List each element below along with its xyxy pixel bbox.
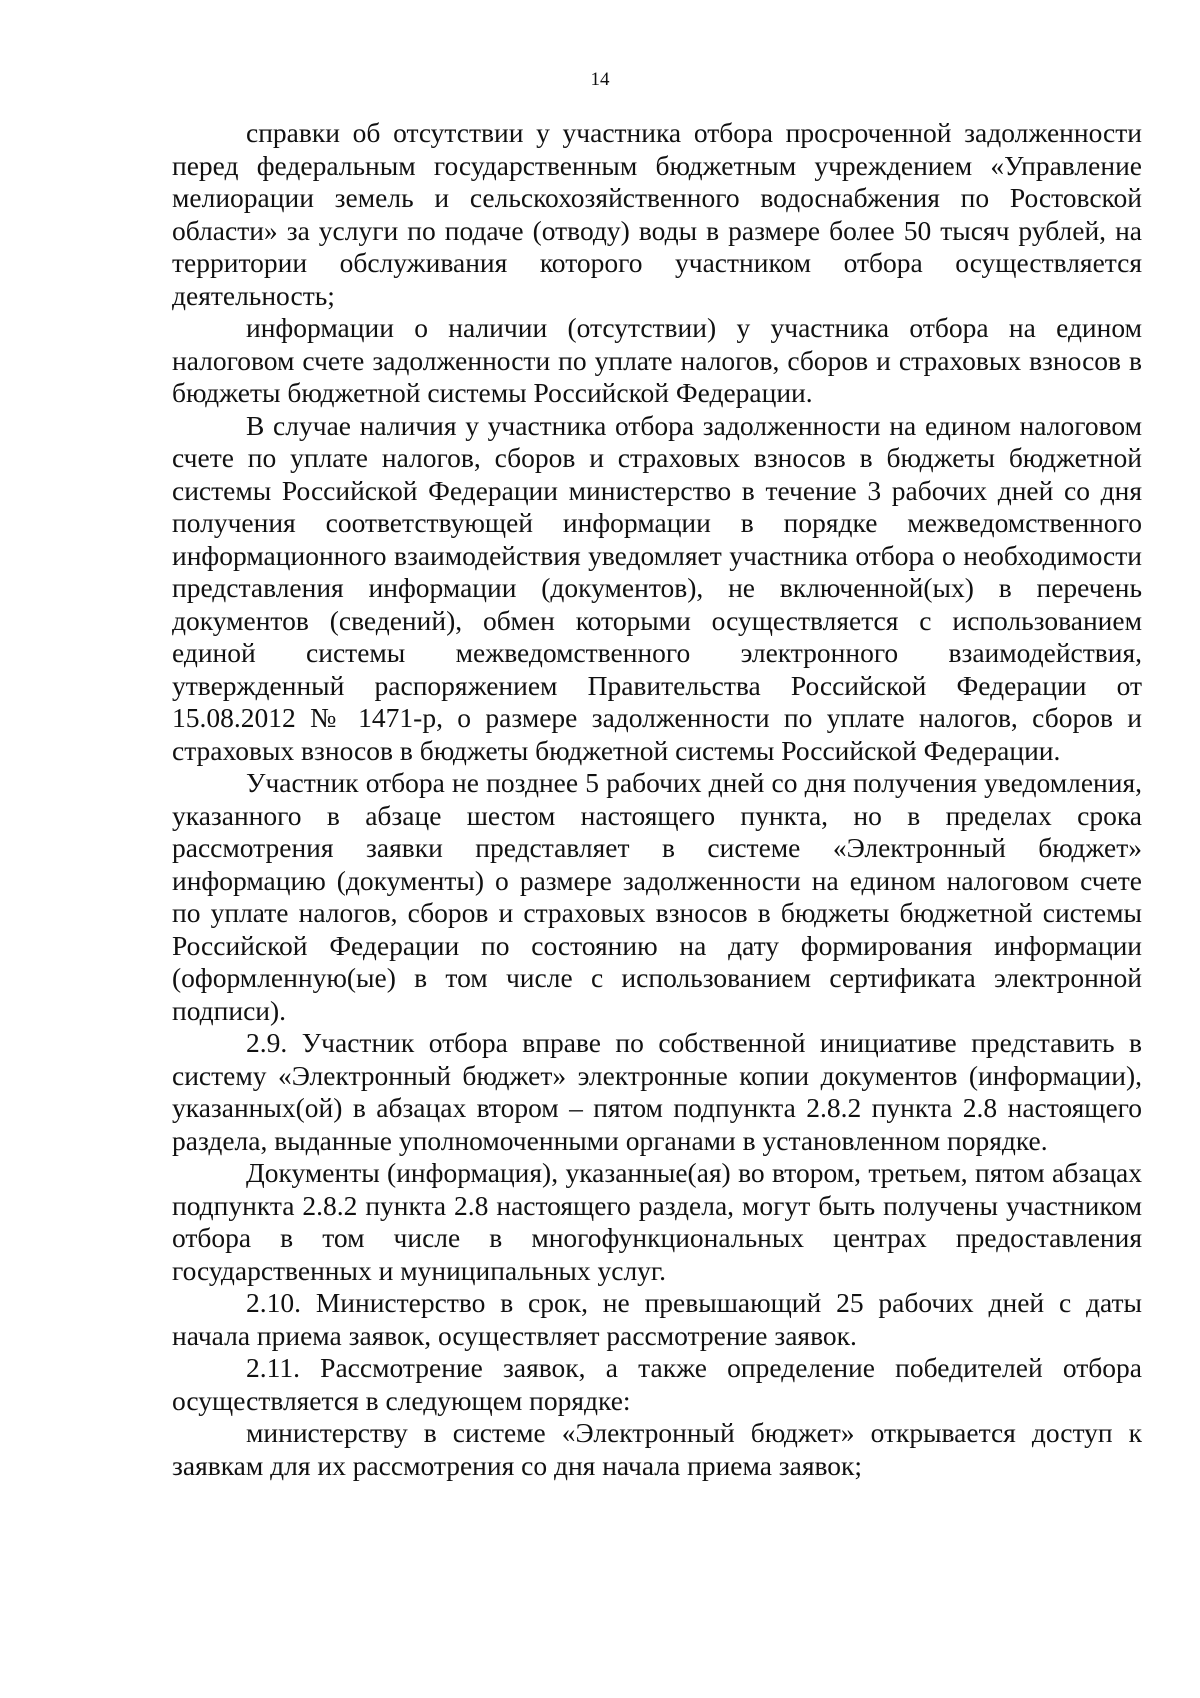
paragraph-documents-mfc: Документы (информация), указанные(ая) во втором, третьем, пятом абзацах подпункта 2.8.2 пункта 2.8 настоящего раздела, могут быть получены участником отбора в том числе в многофункциональных центрах предоставления государственных и муниципальных услуг. [172, 1157, 1142, 1286]
paragraph-2-10: 2.10. Министерство в срок, не превышающий 25 рабочих дней с даты начала приема заявок, осуществляет рассмотрение заявок. [172, 1287, 1142, 1351]
paragraph-debt-notification: В случае наличия у участника отбора задолженности на едином налоговом счете по уплате налогов, сборов и страховых взносов в бюджеты бюджетной системы Российской Федерации министерство в течение 3 рабочих дней со дня получения соответствующей информации в порядке межведомственного информационного взаимодействия уведомляет участника отбора о необходимости представления информации (документов), не включенной(ых) в перечень документов (сведений), обмен которыми осуществляется с использованием единой системы межведомственного электронного взаимодействия, утвержденный распоряжением Правительства Российской Федерации от 15.08.2012 № 1471-р, о размере задолженности по уплате налогов, сборов и страховых взносов в бюджеты бюджетной системы Российской Федерации. [172, 409, 1142, 766]
page-number: 14 [590, 69, 610, 90]
paragraph-2-11: 2.11. Рассмотрение заявок, а также определение победителей отбора осуществляется в следующем порядке: [172, 1352, 1142, 1416]
paragraph-tax-debt-info: информации о наличии (отсутствии) у участника отбора на едином налоговом счете задолженности по уплате налогов, сборов и страховых взносов в бюджеты бюджетной системы Российской Федерации. [172, 312, 1142, 408]
paragraph-2-9: 2.9. Участник отбора вправе по собственной инициативе представить в систему «Электронный бюджет» электронные копии документов (информации), указанных(ой) в абзацах втором – пятом подпункта 2.8.2 пункта 2.8 настоящего раздела, выданные уполномоченными органами в установленном порядке. [172, 1027, 1142, 1156]
paragraph-ministry-access: министерству в системе «Электронный бюджет» открывается доступ к заявкам для их рассмотрения со дня начала приема заявок; [172, 1417, 1142, 1481]
document-body [172, 117, 1142, 1482]
paragraph-participant-response: Участник отбора не позднее 5 рабочих дней со дня получения уведомления, указанного в абзаце шестом настоящего пункта, но в пределах срока рассмотрения заявки представляет в системе «Электронный бюджет» информацию (документы) о размере задолженности на едином налоговом счете по уплате налогов, сборов и страховых взносов в бюджеты бюджетной системы Российской Федерации по состоянию на дату формирования информации (оформленную(ые) в том числе с использованием сертификата электронной подписи). [172, 767, 1142, 1026]
paragraph-certificate-debt: справки об отсутствии у участника отбора просроченной задолженности перед федеральным государственным бюджетным учреждением «Управление мелиорации земель и сельскохозяйственного водоснабжения по Ростовской области» за услуги по подаче (отводу) воды в размере более 50 тысяч рублей, на территории обслуживания которого участником отбора осуществляется деятельность; [172, 117, 1142, 311]
